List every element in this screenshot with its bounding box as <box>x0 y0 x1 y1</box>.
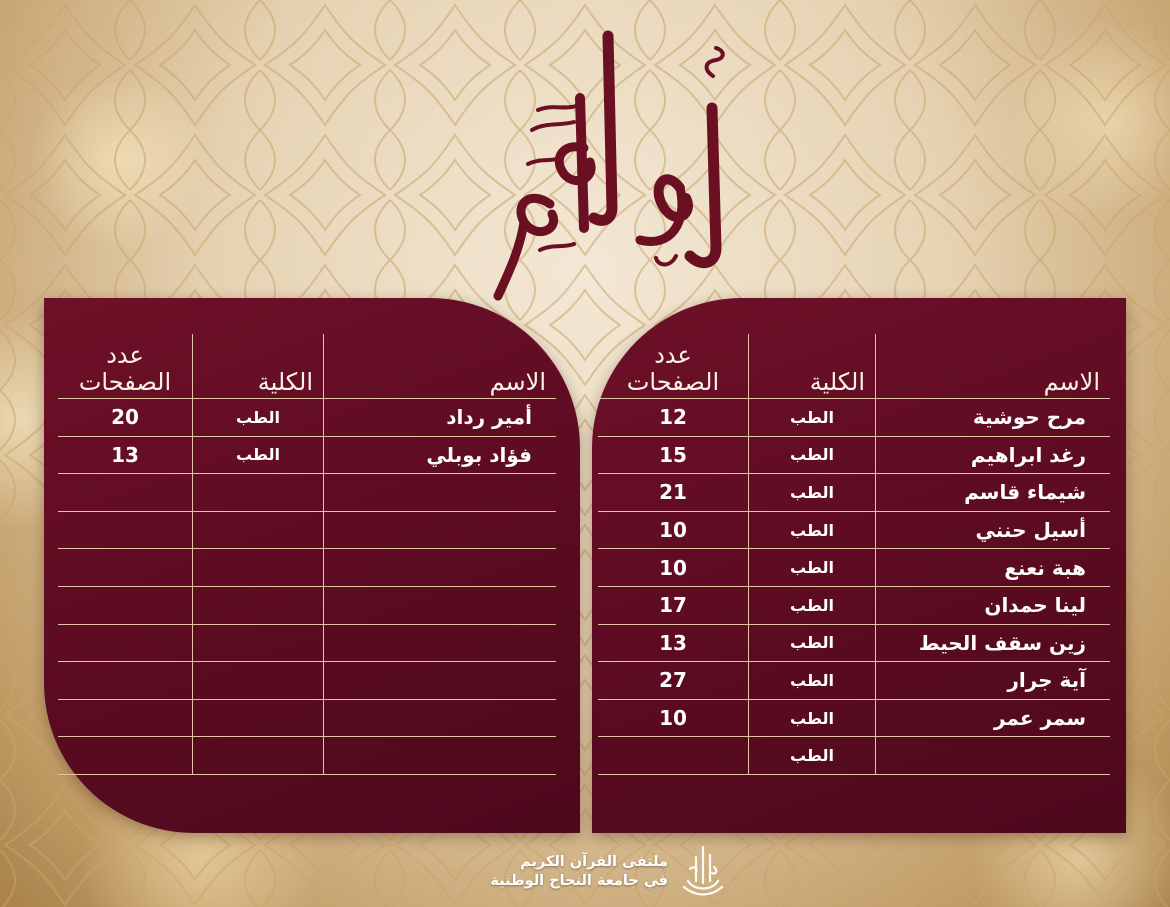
left-roster-table <box>58 334 556 775</box>
college-cell: الطب <box>749 399 876 437</box>
pages-cell: 10 <box>598 511 749 549</box>
pages-cell: 13 <box>58 436 193 474</box>
name-cell <box>876 737 1111 775</box>
name-cell <box>324 737 557 775</box>
footer-text <box>490 853 668 891</box>
pages-cell: 21 <box>598 474 749 512</box>
name-cell <box>324 699 557 737</box>
college-cell: الطب <box>749 586 876 624</box>
college-cell: الطب <box>749 699 876 737</box>
table-row <box>58 737 556 775</box>
pages-cell <box>58 549 193 587</box>
left-roster-panel <box>44 298 580 833</box>
header-pages: عدد الصفحات <box>58 334 193 399</box>
pages-cell: 10 <box>598 549 749 587</box>
table-row <box>598 737 1110 775</box>
table-row <box>598 586 1110 624</box>
table-row <box>598 624 1110 662</box>
table-row <box>598 511 1110 549</box>
table-row <box>58 474 556 512</box>
name-cell: سمر عمر <box>876 699 1111 737</box>
name-cell: فؤاد بوبلي <box>324 436 557 474</box>
college-cell: الطب <box>749 511 876 549</box>
name-cell: أسيل حنني <box>876 511 1111 549</box>
college-cell <box>193 624 324 662</box>
pages-cell: 15 <box>598 436 749 474</box>
college-cell <box>193 699 324 737</box>
footer-line-1: ملتقى القرآن الكريم <box>520 854 668 870</box>
name-cell <box>324 586 557 624</box>
pages-cell: 13 <box>598 624 749 662</box>
calligraphy-title <box>480 18 760 308</box>
college-cell <box>193 662 324 700</box>
name-cell: زين سقف الحيط <box>876 624 1111 662</box>
table-row <box>58 549 556 587</box>
pages-cell: 12 <box>598 399 749 437</box>
college-cell: الطب <box>193 399 324 437</box>
table-row <box>598 549 1110 587</box>
name-cell: شيماء قاسم <box>876 474 1111 512</box>
quran-forum-logo-icon <box>676 843 730 901</box>
table-row <box>598 699 1110 737</box>
pages-cell <box>58 474 193 512</box>
college-cell: الطب <box>749 624 876 662</box>
college-cell: الطب <box>749 436 876 474</box>
name-cell: رغد ابراهيم <box>876 436 1111 474</box>
pages-cell <box>598 737 749 775</box>
name-cell: لينا حمدان <box>876 586 1111 624</box>
pages-cell: 17 <box>598 586 749 624</box>
table-row <box>598 474 1110 512</box>
table-row <box>58 399 556 437</box>
college-cell <box>193 586 324 624</box>
header-college: الكلية <box>193 334 324 399</box>
table-row <box>598 662 1110 700</box>
college-cell <box>193 474 324 512</box>
table-row <box>58 624 556 662</box>
college-cell: الطب <box>193 436 324 474</box>
pages-cell: 20 <box>58 399 193 437</box>
table-row <box>58 662 556 700</box>
name-cell <box>324 474 557 512</box>
header-name: الاسم <box>876 334 1111 399</box>
college-cell: الطب <box>749 474 876 512</box>
header-college: الكلية <box>749 334 876 399</box>
pages-cell <box>58 511 193 549</box>
name-cell <box>324 662 557 700</box>
college-cell: الطب <box>749 737 876 775</box>
name-cell <box>324 624 557 662</box>
table-row <box>598 436 1110 474</box>
name-cell <box>324 511 557 549</box>
pages-cell <box>58 586 193 624</box>
name-cell: آية جرار <box>876 662 1111 700</box>
footer <box>440 843 730 901</box>
college-cell <box>193 737 324 775</box>
header-name: الاسم <box>324 334 557 399</box>
name-cell: هبة نعنع <box>876 549 1111 587</box>
college-cell: الطب <box>749 662 876 700</box>
pages-cell: 27 <box>598 662 749 700</box>
table-row <box>58 699 556 737</box>
footer-line-2: في جامعة النجاح الوطنية <box>490 873 668 889</box>
right-roster-panel <box>592 298 1126 833</box>
college-cell: الطب <box>749 549 876 587</box>
table-row <box>58 511 556 549</box>
pages-cell <box>58 662 193 700</box>
right-roster-table <box>598 334 1110 775</box>
table-row <box>598 399 1110 437</box>
header-pages: عدد الصفحات <box>598 334 749 399</box>
name-cell: مرح حوشية <box>876 399 1111 437</box>
pages-cell <box>58 624 193 662</box>
pages-cell <box>58 737 193 775</box>
pages-cell <box>58 699 193 737</box>
name-cell <box>324 549 557 587</box>
name-cell: أمير رداد <box>324 399 557 437</box>
header-row <box>598 334 1110 399</box>
college-cell <box>193 511 324 549</box>
header-row <box>58 334 556 399</box>
table-row <box>58 436 556 474</box>
pages-cell: 10 <box>598 699 749 737</box>
table-row <box>58 586 556 624</box>
college-cell <box>193 549 324 587</box>
